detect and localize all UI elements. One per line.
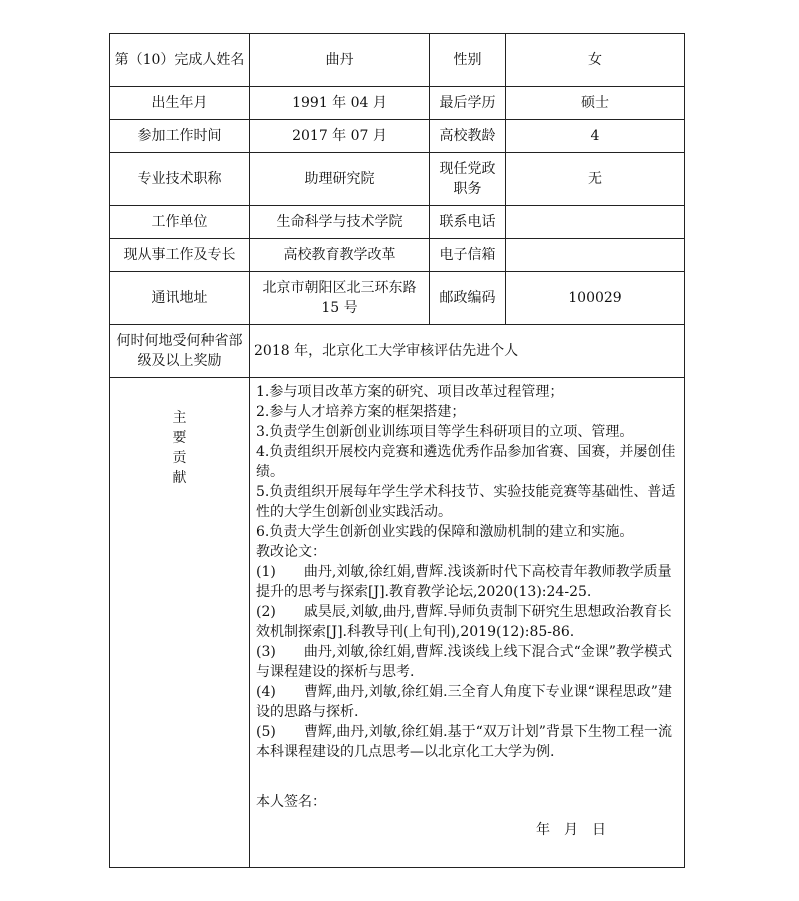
row-name xyxy=(110,34,685,87)
education-label: 最后学历 xyxy=(430,87,506,120)
email-value xyxy=(506,239,685,272)
contributions-label xyxy=(110,378,250,868)
row-field xyxy=(110,239,685,272)
party-post-value: 无 xyxy=(506,153,685,206)
contributions-content xyxy=(250,378,685,868)
teaching-years-label: 高校教龄 xyxy=(430,120,506,153)
title-value: 助理研究院 xyxy=(250,153,430,206)
paper-line: (5) 曹辉,曲丹,刘敏,徐红娟.基于“双万计划”背景下生物工程一流本科课程建设的几点思考—以北京化工大学为例. xyxy=(256,724,672,760)
awards-label: 何时何地受何种省部级及以上奖励 xyxy=(110,325,250,378)
unit-label: 工作单位 xyxy=(110,206,250,239)
signature-label: 本人签名： xyxy=(256,794,326,810)
work-start-label: 参加工作时间 xyxy=(110,120,250,153)
contributions-label-char: 贡 xyxy=(172,450,187,466)
row-address xyxy=(110,272,685,325)
awards-value: 2018 年，北京化工大学审核评估先进个人 xyxy=(250,325,685,378)
party-post-label: 现任党政职务 xyxy=(430,153,506,206)
gender-label: 性别 xyxy=(430,34,506,87)
phone-value xyxy=(506,206,685,239)
name-value: 曲丹 xyxy=(250,34,430,87)
paper-line: (3) 曲丹,刘敏,徐红娟,曹辉.浅谈线上线下混合式“金课”教学模式与课程建设的探析与思考. xyxy=(256,644,672,680)
postcode-label: 邮政编码 xyxy=(430,272,506,325)
title-label: 专业技术职称 xyxy=(110,153,250,206)
name-label: 第（10）完成人姓名 xyxy=(110,34,250,87)
field-value: 高校教育教学改革 xyxy=(250,239,430,272)
row-work-start xyxy=(110,120,685,153)
contribution-line: 5.负责组织开展每年学生学术科技节、实验技能竞赛等基础性、普适性的大学生创新创业实践活动。 xyxy=(256,484,676,520)
unit-value: 生命科学与技术学院 xyxy=(250,206,430,239)
paper-line: (1) 曲丹,刘敏,徐红娟,曹辉.浅谈新时代下高校青年教师教学质量提升的思考与探索[J].教育教学论坛,2020(13):24-25. xyxy=(256,564,672,600)
contribution-line: 1.参与项目改革方案的研究、项目改革过程管理； xyxy=(256,384,564,400)
contributions-label-char: 主 xyxy=(172,410,187,426)
personal-info-form xyxy=(109,33,685,868)
teaching-years-value: 4 xyxy=(506,120,685,153)
contribution-line: 4.负责组织开展校内竞赛和遴选优秀作品参加省赛、国赛，并屡创佳绩。 xyxy=(256,444,676,480)
paper-line: (4) 曹辉,曲丹,刘敏,徐红娟.三全育人角度下专业课“课程思政”建设的思路与探析. xyxy=(256,684,672,720)
row-title xyxy=(110,153,685,206)
contribution-line: 2.参与人才培养方案的框架搭建； xyxy=(256,404,466,420)
row-birth xyxy=(110,87,685,120)
row-awards xyxy=(110,325,685,378)
birth-label: 出生年月 xyxy=(110,87,250,120)
row-unit xyxy=(110,206,685,239)
row-contributions xyxy=(110,378,685,868)
contributions-label-char: 要 xyxy=(172,430,187,446)
address-value: 北京市朝阳区北三环东路 15 号 xyxy=(250,272,430,325)
postcode-value: 100029 xyxy=(506,272,685,325)
gender-value: 女 xyxy=(506,34,685,87)
email-label: 电子信箱 xyxy=(430,239,506,272)
education-value: 硕士 xyxy=(506,87,685,120)
field-label: 现从事工作及专长 xyxy=(110,239,250,272)
address-label: 通讯地址 xyxy=(110,272,250,325)
date-label: 年 月 日 xyxy=(536,822,606,838)
paper-line: (2) 戚昊辰,刘敏,曲丹,曹辉.导师负责制下研究生思想政治教育长效机制探索[J].科教导刊(上旬刊),2019(12):85-86. xyxy=(256,604,672,640)
contribution-line: 6.负责大学生创新创业实践的保障和激励机制的建立和实施。 xyxy=(256,524,634,540)
paper-heading: 教改论文： xyxy=(256,544,326,560)
work-start-value: 2017 年 07 月 xyxy=(250,120,430,153)
phone-label: 联系电话 xyxy=(430,206,506,239)
birth-value: 1991 年 04 月 xyxy=(250,87,430,120)
contribution-line: 3.负责学生创新创业训练项目等学生科研项目的立项、管理。 xyxy=(256,424,634,440)
contributions-label-char: 献 xyxy=(172,470,187,486)
